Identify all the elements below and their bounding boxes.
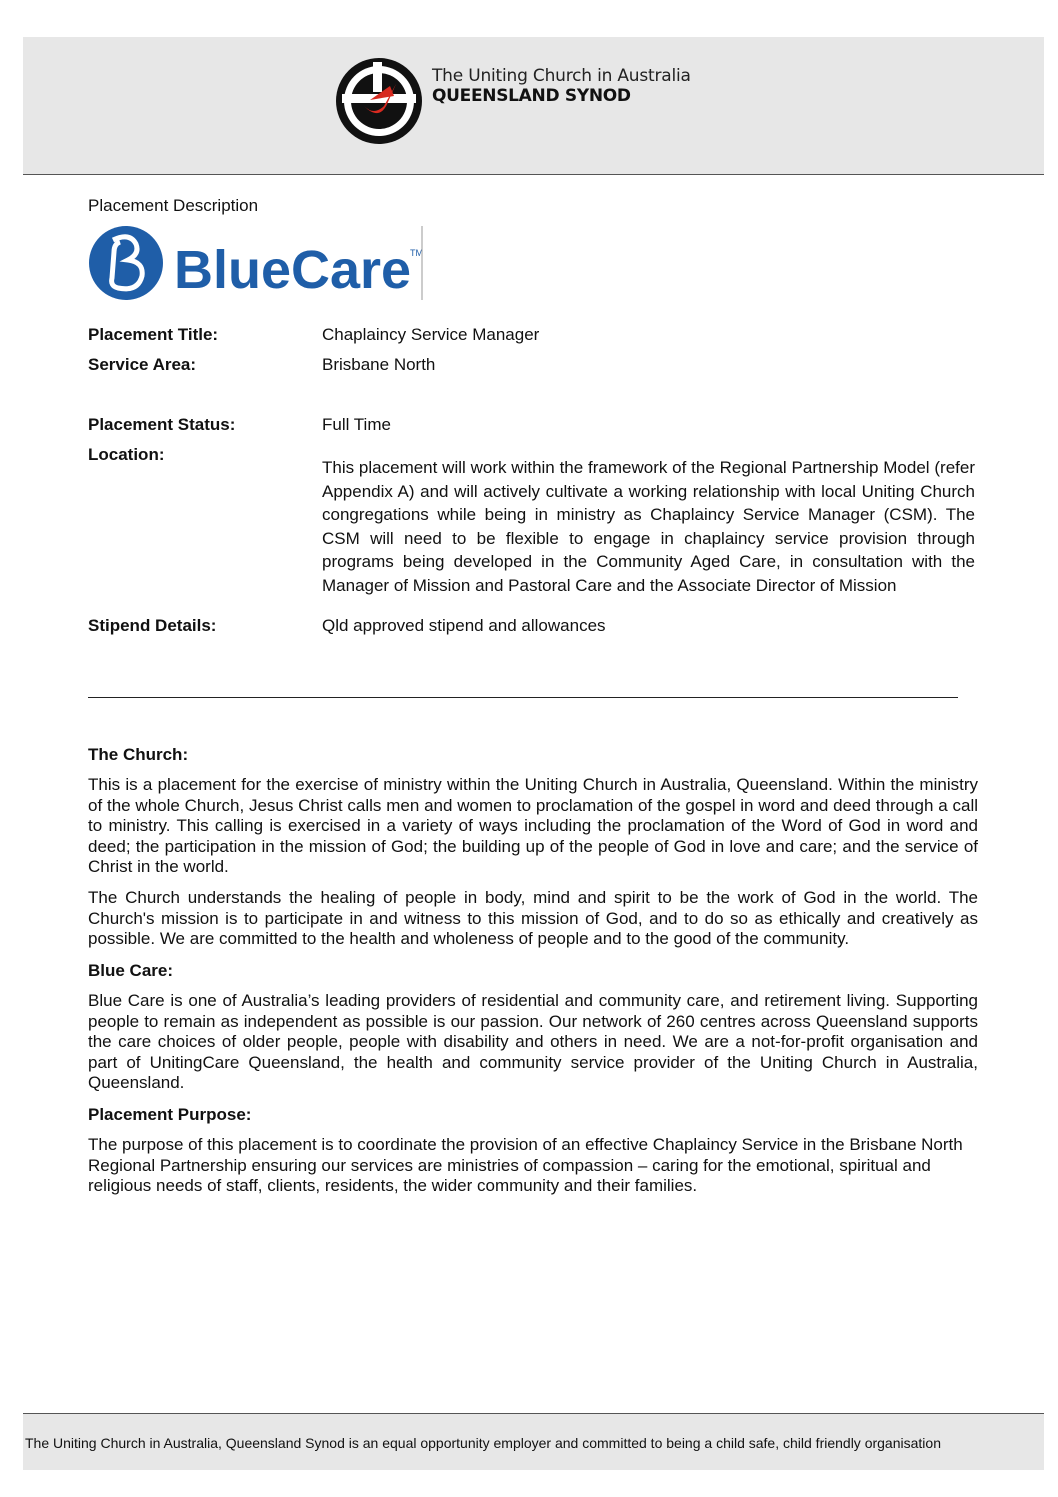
service-area-value: Brisbane North xyxy=(322,355,436,374)
church-name-line1: The Uniting Church in Australia xyxy=(432,66,691,86)
church-name xyxy=(432,66,691,106)
stipend-details-value: Qld approved stipend and allowances xyxy=(322,616,606,635)
bluecare-heading: Blue Care: xyxy=(88,961,174,980)
placement-status-value: Full Time xyxy=(322,415,391,434)
footer-statement: The Uniting Church in Australia, Queensland Synod is an equal opportunity employer and committed to being a child safe, child friendly organisation xyxy=(25,1435,941,1451)
church-paragraph-1: This is a placement for the exercise of ministry within the Uniting Church in Australia, Queensland. Within the ministry of the whole Church, Jesus Christ calls men and women to proclamation of the gospel in word and deed through a call to ministry. This calling is exercised in a variety of ways including the proclamation of the Word of God in word and deed; the participation in the mission of God; the building up of the people of God in love and care; and the service of Christ in the world. xyxy=(88,775,978,876)
trademark-mark: TM xyxy=(410,248,423,258)
uniting-church-logo xyxy=(334,56,424,146)
purpose-paragraph: The purpose of this placement is to coordinate the provision of an effective Chaplaincy Service in the Brisbane North Regional Partnership ensuring our services are ministries of compassion – caring for the emotional, spiritual and religious needs of staff, clients, residents, the wider community and their families. xyxy=(88,1135,963,1195)
location-description: This placement will work within the framework of the Regional Partnership Model (refer Appendix A) and will actively cultivate a working relationship with local Uniting Church congregations while being in ministry as Chaplaincy Service Manager (CSM). The CSM will need to be flexible to engage in chaplaincy service provision through programs being developed in the Community Aged Care, in consultation with the Manager of Mission and Pastoral Care and the Associate Director of Mission xyxy=(322,458,975,595)
church-name-line2: QUEENSLAND SYNOD xyxy=(432,86,631,106)
placement-title-value: Chaplaincy Service Manager xyxy=(322,325,540,344)
church-paragraph-2: The Church understands the healing of people in body, mind and spirit to be the work of God in the world. The Church's mission is to participate in and witness to this mission of God, and to do so as ethically and creatively as possible. We are committed to the health and wholeness of people and to the good of the community. xyxy=(88,888,978,948)
stipend-details-label: Stipend Details: xyxy=(88,616,217,635)
placement-title-label: Placement Title: xyxy=(88,325,219,344)
purpose-heading: Placement Purpose: xyxy=(88,1105,252,1124)
page-header xyxy=(23,37,1044,175)
service-area-label: Service Area: xyxy=(88,355,197,374)
section-divider xyxy=(88,697,958,698)
bluecare-wordmark: BlueCare xyxy=(174,240,412,300)
location-label: Location: xyxy=(88,445,165,464)
church-heading: The Church: xyxy=(88,745,189,764)
document-type-label: Placement Description xyxy=(88,196,259,215)
bluecare-logo xyxy=(88,222,428,304)
bluecare-paragraph: Blue Care is one of Australia’s leading providers of residential and community care, and retirement living. Supporting people to remain as independent as possible is our passion. Our network of 260 centres across Queensland supports the care choices of older people, people with disability and others in need. We are a not-for-profit organisation and part of UnitingCare Queensland, the health and community service provider of the Uniting Church in Australia, Queensland. xyxy=(88,991,978,1092)
placement-status-label: Placement Status: xyxy=(88,415,236,434)
